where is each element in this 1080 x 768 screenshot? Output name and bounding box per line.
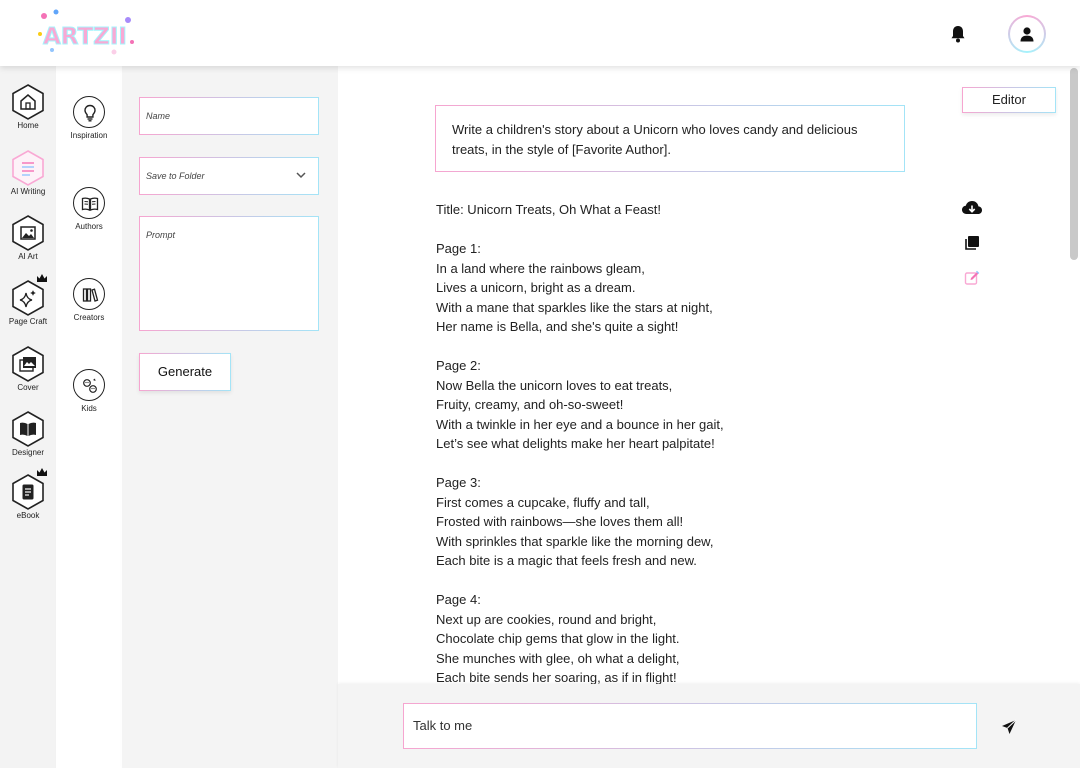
editor-button[interactable]: Editor: [962, 87, 1056, 113]
page-heading: Page 3:: [436, 475, 481, 490]
story-line: With a mane that sparkles like the stars at night,: [436, 299, 713, 315]
nav-ai-writing[interactable]: [0, 150, 56, 196]
crown-icon: [37, 274, 47, 282]
artzii-logo[interactable]: [34, 8, 136, 58]
open-book-icon: [11, 411, 45, 447]
subnav-creators[interactable]: [56, 278, 122, 322]
story-line: In a land where the rainbows gleam,: [436, 260, 645, 276]
prompt-textarea[interactable]: [139, 216, 319, 331]
story-page-4: [436, 590, 956, 684]
bell-icon[interactable]: [948, 24, 968, 44]
svg-text:ARTZII: ARTZII: [43, 24, 127, 50]
images-icon: [11, 346, 45, 382]
story-line: First comes a cupcake, fluffy and tall,: [436, 494, 650, 510]
chat-bar: [338, 684, 1080, 768]
book-icon: [73, 187, 105, 219]
home-icon: [11, 84, 45, 120]
nav-ai-writing-label: AI Writing: [10, 187, 46, 196]
nav-ebook-label: eBook: [16, 511, 40, 520]
page-heading: Page 2:: [436, 358, 481, 373]
user-icon: [1019, 26, 1035, 42]
nav-page-craft[interactable]: [0, 280, 56, 326]
lightbulb-icon: [73, 96, 105, 128]
nav-designer[interactable]: [0, 411, 56, 457]
folder-placeholder: Save to Folder: [146, 171, 205, 181]
crown-icon: [37, 468, 47, 476]
page-heading: Page 1:: [436, 241, 481, 256]
subnav-authors[interactable]: [56, 187, 122, 231]
story-page-1: [436, 239, 956, 337]
main-nav-rail: [0, 66, 56, 768]
story-line: Fruity, creamy, and oh-so-sweet!: [436, 397, 624, 412]
story-line: Frosted with rainbows—she loves them all!: [436, 514, 684, 529]
cloud-download-icon[interactable]: [961, 199, 983, 222]
nav-cover-label: Cover: [17, 383, 39, 392]
nav-designer-label: Designer: [11, 448, 44, 457]
kids-icon: [73, 369, 105, 401]
story-title-block: [436, 200, 956, 220]
story-line: She munches with glee, oh what a delight,: [436, 650, 680, 666]
story-line: Chocolate chip gems that glow in the light.: [436, 631, 680, 646]
top-bar: [0, 0, 1080, 66]
subnav-kids[interactable]: [56, 369, 122, 413]
edit-icon[interactable]: [964, 270, 980, 291]
story-line: Let’s see what delights make her heart palpitate!: [436, 436, 715, 451]
chat-input[interactable]: [403, 703, 977, 749]
nav-home-label: Home: [17, 121, 39, 130]
nav-ai-art[interactable]: [0, 215, 56, 261]
story-line: Now Bella the unicorn loves to eat treats,: [436, 377, 673, 393]
chat-placeholder: Talk to me: [413, 718, 473, 733]
writing-sub-nav: [56, 66, 122, 768]
story-page-3: [436, 473, 956, 571]
sparkles-icon: [11, 280, 45, 316]
subnav-creators-label: Creators: [73, 313, 105, 322]
nav-home[interactable]: [0, 84, 56, 130]
story-output-area: [338, 66, 1080, 684]
story-line: With a twinkle in her eye and a bounce in her gait,: [436, 416, 724, 432]
page-heading: Page 4:: [436, 592, 481, 607]
subnav-inspiration[interactable]: [56, 96, 122, 140]
story-line: Each bite sends her soaring, as if in flight!: [436, 670, 677, 684]
story-text: [436, 200, 956, 684]
story-page-2: [436, 356, 956, 454]
nav-page-craft-label: Page Craft: [8, 317, 48, 326]
nav-cover[interactable]: [0, 346, 56, 392]
prompt-placeholder: Prompt: [146, 230, 176, 240]
save-to-folder-select[interactable]: [139, 157, 319, 195]
name-placeholder: Name: [146, 111, 171, 121]
nav-ebook[interactable]: [0, 474, 56, 520]
subnav-inspiration-label: Inspiration: [70, 131, 108, 140]
story-line: With sprinkles that sparkle like the morning dew,: [436, 533, 714, 549]
story-line: Lives a unicorn, bright as a dream.: [436, 280, 636, 295]
document-lines-icon: [11, 150, 45, 186]
subnav-authors-label: Authors: [75, 222, 103, 231]
subnav-kids-label: Kids: [81, 404, 97, 413]
profile-button[interactable]: [1008, 15, 1046, 53]
story-line: Next up are cookies, round and bright,: [436, 611, 657, 627]
copy-icon[interactable]: [964, 235, 980, 256]
generate-button[interactable]: Generate: [139, 353, 231, 391]
library-icon: [73, 278, 105, 310]
vertical-scrollbar[interactable]: [1070, 68, 1078, 260]
story-line: Her name is Bella, and she's quite a sight!: [436, 319, 679, 334]
ebook-icon: [11, 474, 45, 510]
story-line: Each bite is a magic that feels fresh and new.: [436, 553, 697, 568]
chevron-down-icon: [296, 172, 306, 179]
send-icon[interactable]: [1001, 719, 1017, 740]
writing-form-panel: [122, 66, 338, 768]
nav-ai-art-label: AI Art: [18, 252, 38, 261]
story-title: Title: Unicorn Treats, Oh What a Feast!: [436, 202, 661, 217]
prompt-display: Write a children's story about a Unicorn who loves candy and delicious treats, in the style of [Favorite Author].: [435, 105, 905, 172]
image-icon: [11, 215, 45, 251]
name-input[interactable]: [139, 97, 319, 135]
